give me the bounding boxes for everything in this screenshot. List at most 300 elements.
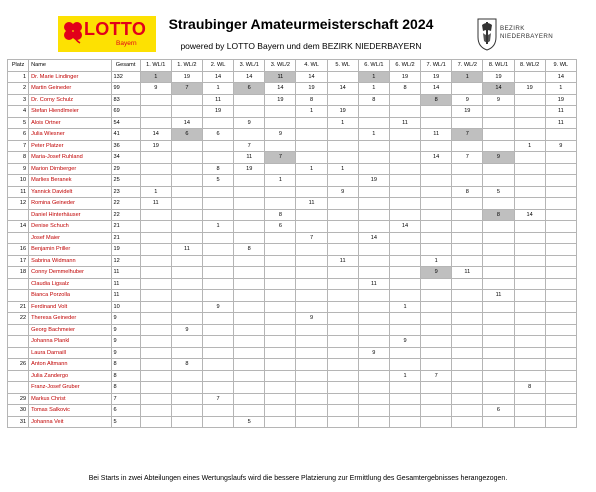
score-cell (140, 393, 171, 405)
score-cell: 14 (265, 83, 296, 95)
score-cell: 8 (452, 186, 483, 198)
score-cell: 19 (389, 71, 420, 83)
score-cell (358, 301, 389, 313)
score-cell (171, 405, 202, 417)
score-cell (483, 175, 514, 187)
score-cell (296, 336, 327, 348)
total-cell: 22 (111, 209, 140, 221)
score-cell: 1 (421, 255, 452, 267)
bezirk-niederbayern-logo (476, 17, 586, 53)
score-cell: 7 (171, 83, 202, 95)
score-cell (265, 198, 296, 210)
score-cell (202, 198, 233, 210)
score-cell (327, 382, 358, 394)
score-cell (545, 255, 576, 267)
column-header-race: 6. WL/1 (358, 60, 389, 72)
rank-cell: 12 (8, 198, 29, 210)
score-cell (140, 106, 171, 118)
score-cell (358, 416, 389, 428)
score-cell (202, 370, 233, 382)
column-header-race: 1. WL/1 (140, 60, 171, 72)
table-row (8, 244, 577, 256)
score-cell: 6 (171, 129, 202, 141)
score-cell (389, 140, 420, 152)
score-cell (514, 267, 545, 279)
table-row (8, 370, 577, 382)
participant-name-cell: Peter Platzer (29, 140, 111, 152)
score-cell: 8 (202, 163, 233, 175)
participant-name-cell: Benjamin Priller (29, 244, 111, 256)
score-cell (327, 152, 358, 164)
participant-name-cell: Josef Maier (29, 232, 111, 244)
participant-name-cell: Yannick Davidelt (29, 186, 111, 198)
score-cell (545, 336, 576, 348)
rank-cell: 26 (8, 359, 29, 371)
score-cell (171, 393, 202, 405)
participant-name-cell: Georg Bachmeier (29, 324, 111, 336)
total-cell: 21 (111, 232, 140, 244)
participant-name-cell: Franz-Josef Gruber (29, 382, 111, 394)
score-cell (171, 278, 202, 290)
score-cell (421, 186, 452, 198)
rank-cell (8, 382, 29, 394)
score-cell (234, 382, 265, 394)
score-cell (327, 209, 358, 221)
score-cell (234, 359, 265, 371)
score-cell: 19 (296, 83, 327, 95)
score-cell (483, 198, 514, 210)
rank-cell (8, 370, 29, 382)
score-cell (421, 416, 452, 428)
score-cell (265, 313, 296, 325)
score-cell (202, 313, 233, 325)
score-cell: 9 (545, 140, 576, 152)
score-cell (389, 382, 420, 394)
score-cell (234, 94, 265, 106)
score-cell (389, 255, 420, 267)
score-cell (140, 163, 171, 175)
score-cell (234, 393, 265, 405)
score-cell: 9 (140, 83, 171, 95)
score-cell: 1 (265, 175, 296, 187)
score-cell (389, 232, 420, 244)
score-cell (327, 370, 358, 382)
score-cell (389, 405, 420, 417)
score-cell (202, 347, 233, 359)
score-cell (545, 382, 576, 394)
score-cell (421, 140, 452, 152)
score-cell (483, 301, 514, 313)
score-cell (171, 313, 202, 325)
score-cell (140, 370, 171, 382)
score-cell (202, 290, 233, 302)
score-cell: 7 (452, 152, 483, 164)
score-cell: 8 (265, 209, 296, 221)
score-cell (358, 290, 389, 302)
score-cell (421, 290, 452, 302)
total-cell: 34 (111, 152, 140, 164)
rank-cell: 22 (8, 313, 29, 325)
table-row (8, 186, 577, 198)
score-cell (358, 140, 389, 152)
score-cell: 11 (296, 198, 327, 210)
rank-cell: 8 (8, 152, 29, 164)
score-cell (452, 140, 483, 152)
participant-name-cell: Conny Demmelhuber (29, 267, 111, 279)
score-cell (545, 186, 576, 198)
score-cell (514, 290, 545, 302)
score-cell: 6 (483, 405, 514, 417)
score-cell (483, 140, 514, 152)
score-cell (514, 370, 545, 382)
total-cell: 9 (111, 347, 140, 359)
score-cell (514, 393, 545, 405)
score-cell: 14 (421, 152, 452, 164)
column-header-race: 8. WL/1 (483, 60, 514, 72)
score-cell: 11 (389, 117, 420, 129)
score-cell: 14 (202, 71, 233, 83)
score-cell (327, 140, 358, 152)
score-cell (421, 405, 452, 417)
score-cell (171, 255, 202, 267)
score-cell (296, 359, 327, 371)
score-cell (358, 209, 389, 221)
score-cell (265, 336, 296, 348)
participant-name-cell: Stefan Hiendlmeier (29, 106, 111, 118)
score-cell: 19 (202, 106, 233, 118)
score-cell: 6 (265, 221, 296, 233)
score-cell: 7 (265, 152, 296, 164)
score-cell (296, 255, 327, 267)
score-cell (202, 152, 233, 164)
score-cell (140, 267, 171, 279)
score-cell (171, 186, 202, 198)
score-cell (452, 393, 483, 405)
score-cell: 19 (265, 94, 296, 106)
score-cell (202, 324, 233, 336)
participant-name-cell: Marion Dirnberger (29, 163, 111, 175)
table-header-row (8, 60, 577, 72)
score-cell: 9 (265, 129, 296, 141)
score-cell (140, 416, 171, 428)
score-cell: 19 (545, 94, 576, 106)
score-cell: 1 (545, 83, 576, 95)
score-cell (327, 324, 358, 336)
score-cell (265, 301, 296, 313)
table-row (8, 106, 577, 118)
score-cell (202, 140, 233, 152)
score-cell (234, 255, 265, 267)
column-header-total: Gesamt (111, 60, 140, 72)
score-cell (483, 255, 514, 267)
page-title: Straubinger Amateurmeisterschaft 2024 (168, 16, 434, 32)
score-cell (234, 324, 265, 336)
score-cell: 1 (514, 140, 545, 152)
score-cell: 11 (265, 71, 296, 83)
score-cell (140, 382, 171, 394)
score-cell (483, 313, 514, 325)
score-cell (234, 290, 265, 302)
score-cell: 14 (234, 71, 265, 83)
score-cell (140, 175, 171, 187)
score-cell (327, 359, 358, 371)
score-cell: 9 (421, 267, 452, 279)
score-cell (358, 255, 389, 267)
score-cell: 19 (358, 175, 389, 187)
score-cell: 11 (358, 278, 389, 290)
score-cell (265, 347, 296, 359)
rank-cell: 4 (8, 106, 29, 118)
total-cell: 54 (111, 117, 140, 129)
score-cell (296, 324, 327, 336)
participant-name-cell: Alois Ortner (29, 117, 111, 129)
total-cell: 22 (111, 198, 140, 210)
score-cell (296, 290, 327, 302)
score-cell (452, 359, 483, 371)
column-header-name: Name (29, 60, 111, 72)
rank-cell: 29 (8, 393, 29, 405)
score-cell (296, 416, 327, 428)
score-cell (514, 244, 545, 256)
score-cell (545, 416, 576, 428)
participant-name-cell: Johanna Veit (29, 416, 111, 428)
score-cell (327, 405, 358, 417)
table-row (8, 290, 577, 302)
score-cell (514, 106, 545, 118)
score-cell (358, 244, 389, 256)
total-cell: 11 (111, 290, 140, 302)
score-cell (483, 393, 514, 405)
score-cell (296, 393, 327, 405)
rank-cell (8, 324, 29, 336)
table-row (8, 140, 577, 152)
score-cell (265, 255, 296, 267)
rank-cell: 31 (8, 416, 29, 428)
participant-name-cell: Anton Altmann (29, 359, 111, 371)
score-cell (421, 336, 452, 348)
score-cell (514, 117, 545, 129)
score-cell (514, 347, 545, 359)
score-cell (265, 117, 296, 129)
score-cell (234, 336, 265, 348)
total-cell: 9 (111, 324, 140, 336)
score-cell (421, 301, 452, 313)
score-cell (265, 244, 296, 256)
rank-cell: 21 (8, 301, 29, 313)
score-cell: 8 (483, 209, 514, 221)
rank-cell: 10 (8, 175, 29, 187)
score-cell (452, 255, 483, 267)
rank-cell: 14 (8, 221, 29, 233)
table-row (8, 267, 577, 279)
score-cell (421, 232, 452, 244)
score-cell (202, 186, 233, 198)
score-cell (389, 324, 420, 336)
total-cell: 83 (111, 94, 140, 106)
score-cell (140, 324, 171, 336)
participant-name-cell: Martin Geineder (29, 83, 111, 95)
score-cell (171, 163, 202, 175)
score-cell (171, 267, 202, 279)
score-cell: 1 (202, 221, 233, 233)
page-subtitle: powered by LOTTO Bayern und dem BEZIRK NIEDERBAYERN (180, 41, 422, 51)
score-cell (327, 416, 358, 428)
score-cell (140, 94, 171, 106)
score-cell (358, 359, 389, 371)
participant-name-cell: Dr. Marie Lindinger (29, 71, 111, 83)
score-cell (296, 382, 327, 394)
total-cell: 29 (111, 163, 140, 175)
score-cell (296, 278, 327, 290)
score-cell (514, 94, 545, 106)
score-cell (171, 301, 202, 313)
score-cell (389, 244, 420, 256)
total-cell: 99 (111, 83, 140, 95)
score-cell (358, 405, 389, 417)
score-cell: 7 (421, 370, 452, 382)
total-cell: 6 (111, 405, 140, 417)
rank-cell: 5 (8, 117, 29, 129)
rank-cell: 2 (8, 83, 29, 95)
score-cell (389, 163, 420, 175)
rank-cell (8, 336, 29, 348)
table-row (8, 278, 577, 290)
participant-name-cell: Denise Schuch (29, 221, 111, 233)
score-cell: 14 (483, 83, 514, 95)
score-cell (234, 221, 265, 233)
score-cell (483, 278, 514, 290)
score-cell (327, 278, 358, 290)
table-row (8, 382, 577, 394)
rank-cell (8, 232, 29, 244)
score-cell (358, 198, 389, 210)
score-cell (545, 175, 576, 187)
score-cell (234, 198, 265, 210)
score-cell (296, 301, 327, 313)
score-cell (358, 393, 389, 405)
score-cell: 14 (389, 221, 420, 233)
score-cell (140, 255, 171, 267)
rank-cell: 11 (8, 186, 29, 198)
table-row (8, 209, 577, 221)
score-cell: 11 (202, 94, 233, 106)
score-cell (358, 382, 389, 394)
score-cell (234, 278, 265, 290)
score-cell (327, 267, 358, 279)
score-cell (483, 106, 514, 118)
score-cell (452, 290, 483, 302)
lotto-bayern-logo (58, 16, 156, 52)
score-cell (421, 198, 452, 210)
score-cell (296, 186, 327, 198)
score-cell (202, 209, 233, 221)
score-cell (514, 416, 545, 428)
table-row (8, 94, 577, 106)
score-cell (389, 152, 420, 164)
score-cell (545, 209, 576, 221)
score-cell: 14 (358, 232, 389, 244)
score-cell: 19 (234, 163, 265, 175)
column-header-race: 3. WL/1 (234, 60, 265, 72)
score-cell: 1 (140, 186, 171, 198)
column-header-race: 7. WL/1 (421, 60, 452, 72)
score-cell (171, 140, 202, 152)
rank-cell: 9 (8, 163, 29, 175)
table-row (8, 347, 577, 359)
participant-name-cell: Claudia Ligsalz (29, 278, 111, 290)
score-cell (452, 382, 483, 394)
table-row (8, 359, 577, 371)
score-cell (171, 416, 202, 428)
score-cell (140, 347, 171, 359)
score-cell: 11 (545, 106, 576, 118)
participant-name-cell: Maria-Josef Ruhland (29, 152, 111, 164)
score-cell: 14 (171, 117, 202, 129)
rank-cell (8, 347, 29, 359)
score-cell (389, 278, 420, 290)
score-cell (171, 382, 202, 394)
score-cell (265, 163, 296, 175)
score-cell (358, 186, 389, 198)
column-header-rank: Platz (8, 60, 29, 72)
score-cell (358, 106, 389, 118)
score-cell (234, 267, 265, 279)
score-cell (421, 313, 452, 325)
score-cell (327, 290, 358, 302)
score-cell (452, 416, 483, 428)
table-row (8, 221, 577, 233)
total-cell: 23 (111, 186, 140, 198)
table-row (8, 393, 577, 405)
score-cell (421, 359, 452, 371)
score-cell (358, 163, 389, 175)
score-cell: 11 (545, 117, 576, 129)
score-cell (265, 140, 296, 152)
total-cell: 8 (111, 382, 140, 394)
score-cell: 1 (327, 163, 358, 175)
participant-name-cell: Romina Geineder (29, 198, 111, 210)
score-cell (140, 221, 171, 233)
score-cell (514, 221, 545, 233)
score-cell: 9 (234, 117, 265, 129)
clover-icon (61, 20, 85, 44)
score-cell (327, 244, 358, 256)
score-cell (234, 106, 265, 118)
score-cell (234, 175, 265, 187)
score-cell (389, 416, 420, 428)
score-cell (389, 175, 420, 187)
bezirk-line-1: BEZIRK (500, 25, 525, 32)
score-cell (389, 94, 420, 106)
score-cell (296, 267, 327, 279)
score-cell (171, 336, 202, 348)
score-cell (452, 83, 483, 95)
score-cell (358, 221, 389, 233)
score-cell (514, 405, 545, 417)
score-cell (171, 347, 202, 359)
score-cell: 9 (483, 152, 514, 164)
score-cell (483, 232, 514, 244)
participant-name-cell: Dr. Corny Schulz (29, 94, 111, 106)
table-row (8, 117, 577, 129)
score-cell (545, 152, 576, 164)
participant-name-cell: Markus Christ (29, 393, 111, 405)
column-header-race: 8. WL/2 (514, 60, 545, 72)
score-cell (483, 370, 514, 382)
score-cell: 8 (358, 94, 389, 106)
score-cell (452, 244, 483, 256)
score-cell (514, 255, 545, 267)
